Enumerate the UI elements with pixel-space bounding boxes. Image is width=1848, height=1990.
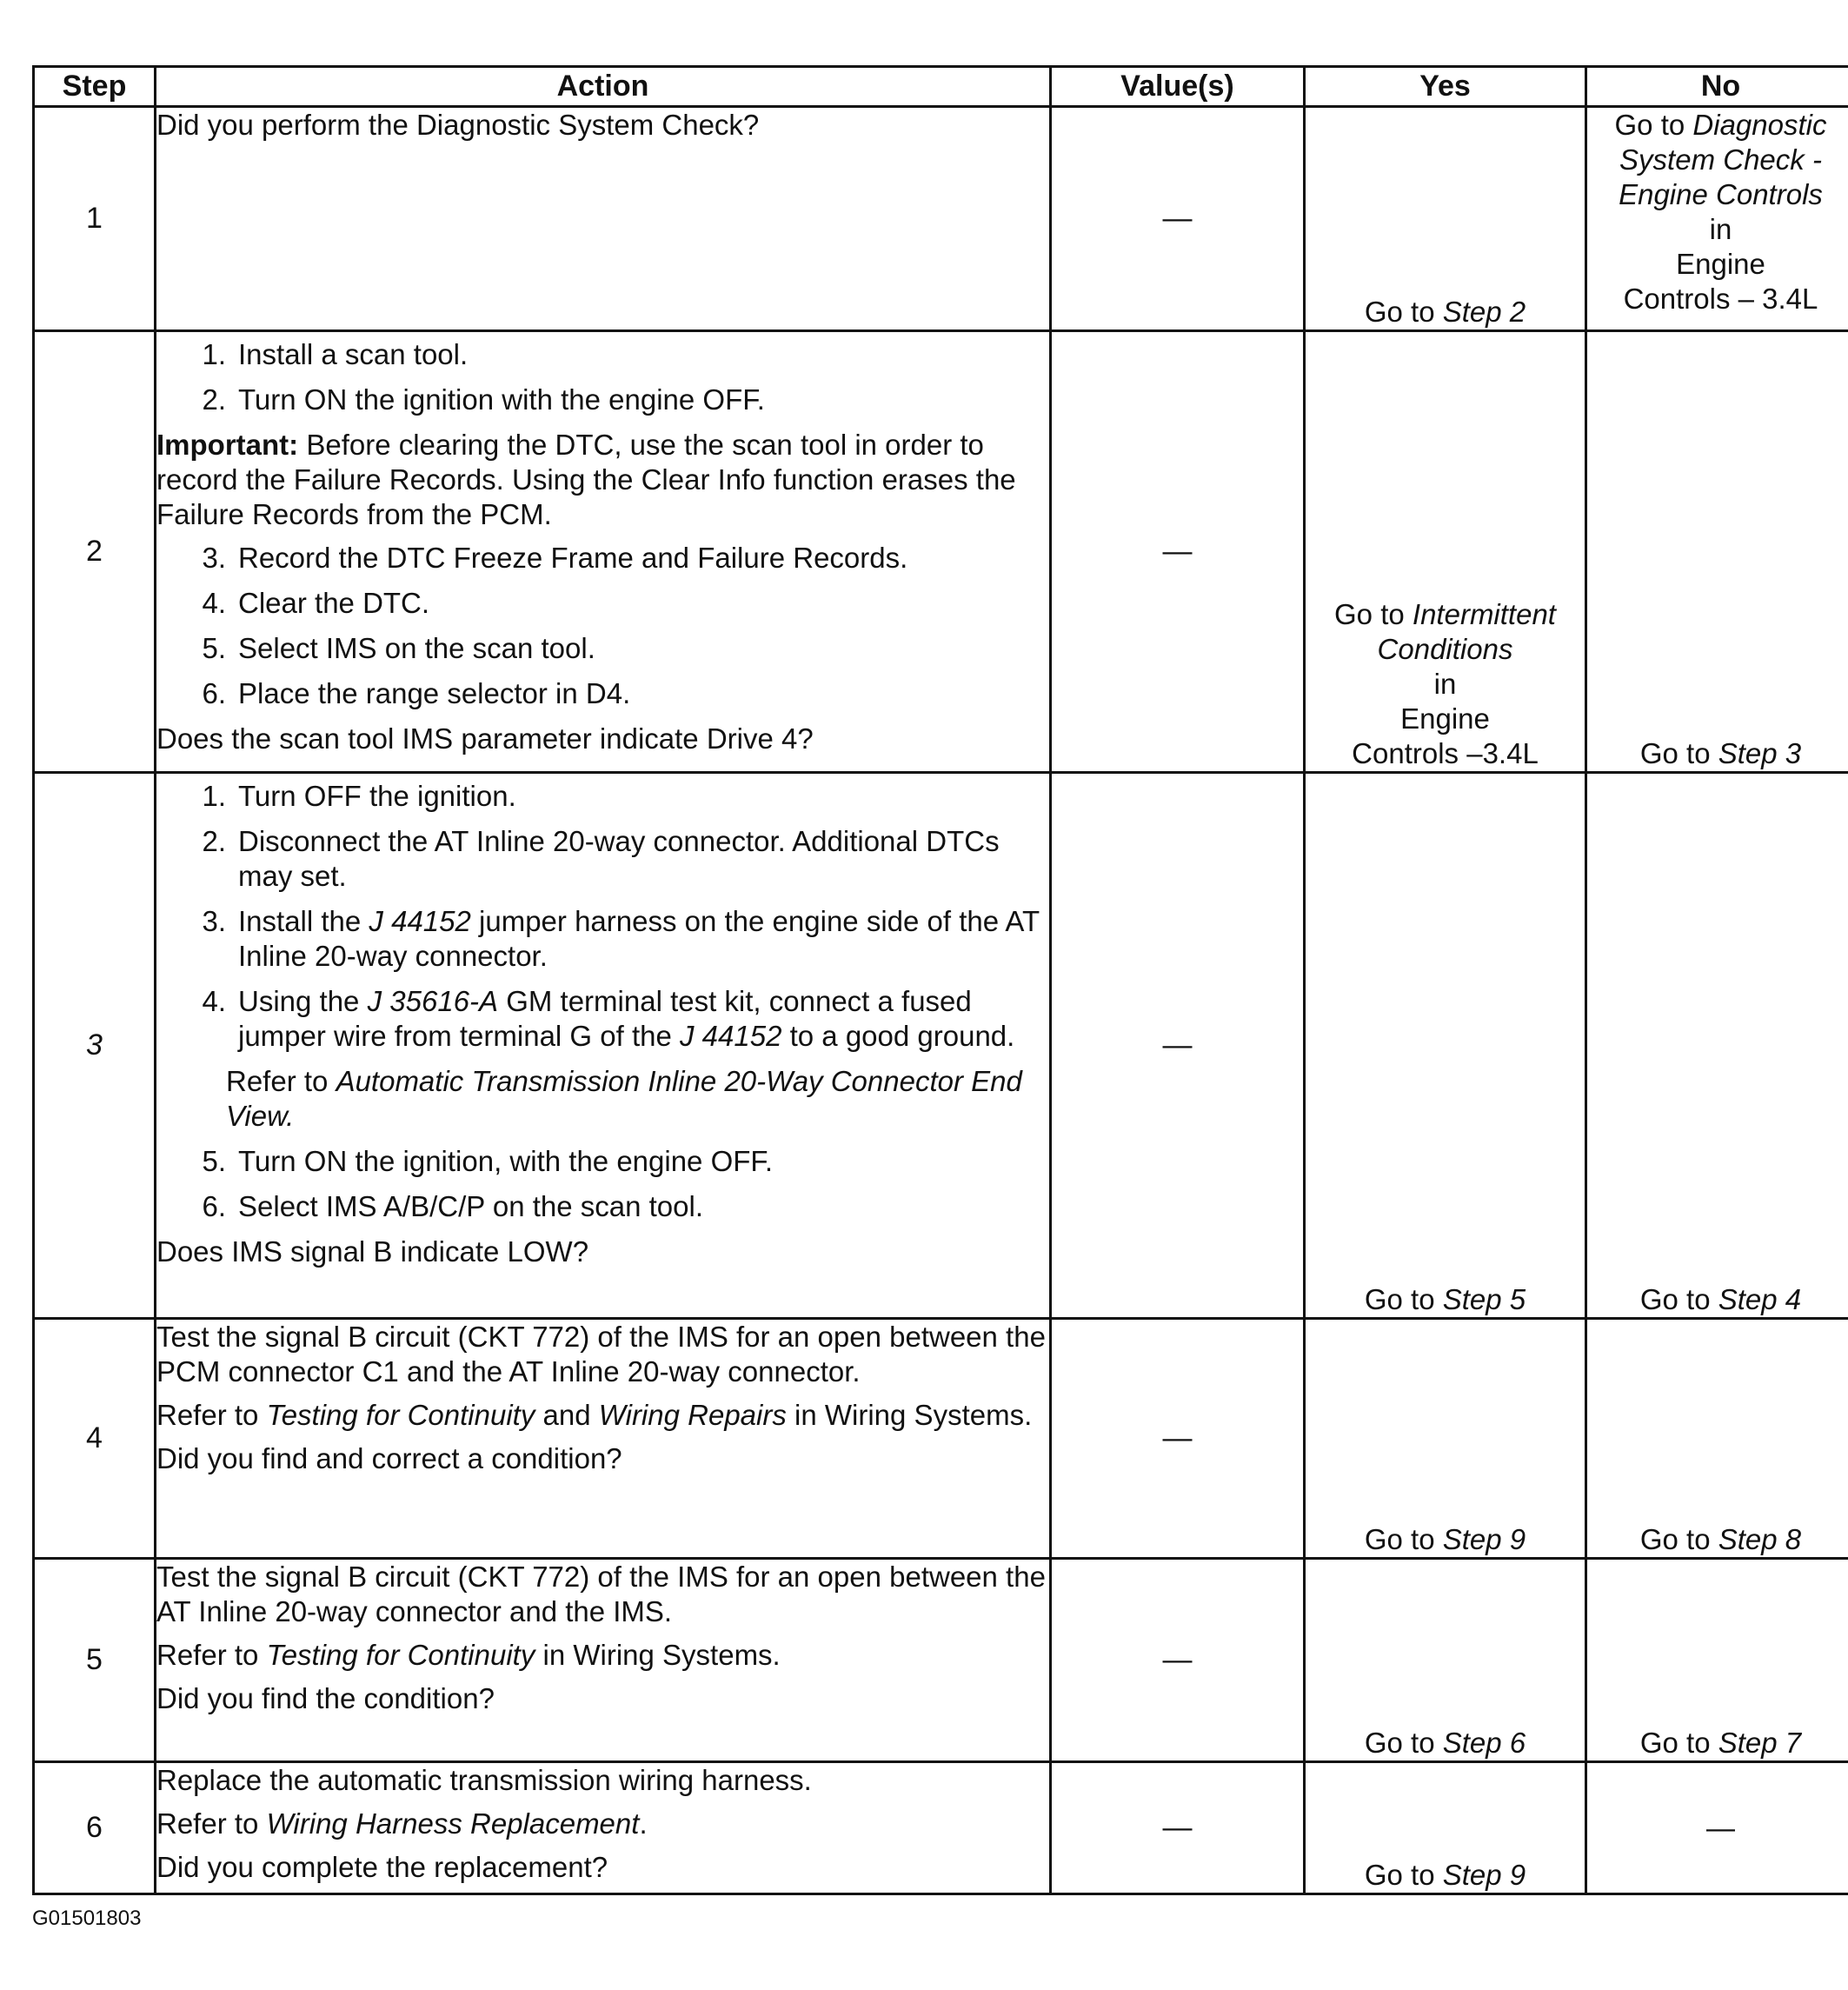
goto-label: Go to <box>1334 598 1405 630</box>
table-row <box>34 1319 1848 1559</box>
no-cell <box>1586 1559 1848 1762</box>
list-item <box>156 1189 1049 1224</box>
item-number: 6. <box>202 1190 226 1222</box>
goto-label: Go to <box>1639 737 1711 769</box>
step-number: 6 <box>34 1762 156 1894</box>
action-cell <box>156 1559 1051 1762</box>
in-word: in <box>1709 213 1732 245</box>
refer-link[interactable]: Testing for Continuity <box>266 1639 535 1671</box>
item-text <box>238 904 1049 974</box>
important-text: Before clearing the DTC, use the scan tool in order to record the Failure Records. Using the Clear Info function erases the Failure Records from the PCM. <box>156 429 1016 530</box>
refer-link[interactable]: Automatic Transmission Inline 20-Way Connector End View. <box>226 1065 1022 1132</box>
item-text <box>238 984 1049 1054</box>
refer-link[interactable]: Wiring Repairs <box>598 1399 787 1431</box>
question-text: Does IMS signal B indicate LOW? <box>156 1235 589 1268</box>
table-row <box>34 773 1848 1319</box>
item-text-part: Using the <box>238 985 368 1017</box>
engine-word: Engine <box>1676 248 1765 280</box>
no-cell <box>1586 331 1848 773</box>
step-number: 5 <box>34 1559 156 1762</box>
refer-text: Refer to <box>226 1065 336 1097</box>
step-link[interactable]: Step 8 <box>1718 1523 1802 1555</box>
tool-link[interactable]: J 35616-A <box>367 985 499 1017</box>
item-text: Turn OFF the ignition. <box>238 780 516 812</box>
header-yes: Yes <box>1305 67 1586 107</box>
value-cell: — <box>1051 331 1305 773</box>
refer-text: Refer to <box>156 1399 267 1431</box>
link-text[interactable]: Engine Controls <box>1619 178 1823 210</box>
link-text[interactable]: Intermittent <box>1412 598 1556 630</box>
yes-cell <box>1305 1762 1586 1894</box>
refer-text: Refer to <box>156 1807 267 1840</box>
diagnostic-table <box>32 65 1848 1895</box>
list-item <box>156 824 1049 894</box>
step-link[interactable]: Step 3 <box>1718 737 1802 769</box>
no-cell: — <box>1586 1762 1848 1894</box>
controls-text: Controls – 3.4L <box>1623 283 1818 315</box>
value-cell: — <box>1051 1762 1305 1894</box>
item-number: 1. <box>202 338 226 370</box>
item-number: 4. <box>202 587 226 619</box>
important-label: Important: <box>156 429 299 461</box>
question-text: Does the scan tool IMS parameter indicate Drive 4? <box>156 722 814 755</box>
step-number: 1 <box>34 107 156 331</box>
list-item <box>156 631 1049 666</box>
item-text: Place the range selector in D4. <box>238 677 631 709</box>
yes-cell <box>1305 107 1586 331</box>
goto-label: Go to <box>1364 1523 1435 1555</box>
tool-link[interactable]: J 44152 <box>369 905 471 937</box>
controls-text: Controls –3.4L <box>1352 737 1539 769</box>
item-text: Turn ON the ignition, with the engine OFF. <box>238 1145 774 1177</box>
step-link[interactable]: Step 6 <box>1442 1727 1526 1759</box>
refer-text: in Wiring Systems. <box>535 1639 781 1671</box>
action-cell <box>156 107 1051 331</box>
item-text: Select IMS on the scan tool. <box>238 632 595 664</box>
goto-label: Go to <box>1639 1727 1711 1759</box>
table-row <box>34 1762 1848 1894</box>
header-action: Action <box>156 67 1051 107</box>
important-note <box>156 428 1049 532</box>
engine-word: Engine <box>1400 702 1490 735</box>
step-number: 4 <box>34 1319 156 1559</box>
goto-label: Go to <box>1614 109 1685 141</box>
item-number: 3. <box>202 542 226 574</box>
in-word: in <box>1433 668 1457 700</box>
list-item <box>156 779 1049 814</box>
item-text-part: to a good ground. <box>781 1020 1015 1052</box>
action-cell <box>156 773 1051 1319</box>
goto-label: Go to <box>1639 1523 1711 1555</box>
step-link[interactable]: Step 5 <box>1442 1283 1526 1315</box>
goto-label: Go to <box>1364 1727 1435 1759</box>
no-cell <box>1586 1319 1848 1559</box>
action-cell <box>156 1319 1051 1559</box>
item-text: Install a scan tool. <box>238 338 469 370</box>
header-no: No <box>1586 67 1848 107</box>
action-cell <box>156 1762 1051 1894</box>
question-text: Did you complete the replacement? <box>156 1851 608 1883</box>
yes-cell <box>1305 773 1586 1319</box>
yes-cell <box>1305 1319 1586 1559</box>
link-text[interactable]: System Check - <box>1619 143 1822 176</box>
item-text: Record the DTC Freeze Frame and Failure Records. <box>238 542 908 574</box>
item-text: Disconnect the AT Inline 20-way connector. Additional DTCs may set. <box>238 825 1000 892</box>
refer-link[interactable]: Testing for Continuity <box>266 1399 535 1431</box>
item-text-part: GM terminal test kit, connect a fused jumper wire from terminal G of the <box>238 985 972 1052</box>
refer-text: in Wiring Systems. <box>786 1399 1033 1431</box>
list-item <box>156 337 1049 372</box>
yes-cell <box>1305 1559 1586 1762</box>
header-values: Value(s) <box>1051 67 1305 107</box>
item-number: 2. <box>202 383 226 416</box>
goto-label: Go to <box>1364 1859 1435 1891</box>
item-number: 5. <box>202 1145 226 1177</box>
item-text: Select IMS A/B/C/P on the scan tool. <box>238 1190 704 1222</box>
refer-text: and <box>535 1399 599 1431</box>
value-cell: — <box>1051 773 1305 1319</box>
step-number: 2 <box>34 331 156 773</box>
list-item <box>156 541 1049 576</box>
goto-label: Go to <box>1364 1283 1435 1315</box>
item-text-part: jumper harness on the engine side of the AT Inline 20-way connector. <box>238 905 1040 972</box>
table-row <box>34 331 1848 773</box>
table-row <box>34 107 1848 331</box>
refer-link[interactable]: Wiring Harness Replacement <box>266 1807 640 1840</box>
refer-text: Refer to <box>156 1639 267 1671</box>
refer-note <box>156 1807 1049 1841</box>
refer-note <box>156 1064 1049 1134</box>
value-cell: — <box>1051 1559 1305 1762</box>
item-number: 1. <box>202 780 226 812</box>
list-item <box>156 1144 1049 1179</box>
item-text: Clear the DTC. <box>238 587 430 619</box>
value-cell: — <box>1051 1319 1305 1559</box>
tool-link[interactable]: J 44152 <box>680 1020 782 1052</box>
list-item <box>156 904 1049 974</box>
value-cell: — <box>1051 107 1305 331</box>
step-link[interactable]: Step 9 <box>1442 1859 1526 1891</box>
question-text: Did you find and correct a condition? <box>156 1442 622 1474</box>
header-step: Step <box>34 67 156 107</box>
item-number: 3. <box>202 905 226 937</box>
step-link[interactable]: Step 4 <box>1718 1283 1802 1315</box>
step-link[interactable]: Step 9 <box>1442 1523 1526 1555</box>
no-cell <box>1586 107 1848 331</box>
yes-cell <box>1305 331 1586 773</box>
link-text[interactable]: Diagnostic <box>1692 109 1827 141</box>
action-cell <box>156 331 1051 773</box>
refer-note <box>156 1638 1049 1673</box>
item-number: 5. <box>202 632 226 664</box>
link-text[interactable]: Conditions <box>1377 633 1513 665</box>
header-row <box>34 67 1848 107</box>
item-text: Turn ON the ignition with the engine OFF. <box>238 383 765 416</box>
action-text: Test the signal B circuit (CKT 772) of the IMS for an open between the AT Inline 20-way connector and the IMS. <box>156 1561 1046 1627</box>
refer-note <box>156 1398 1049 1433</box>
goto-label: Go to <box>1364 296 1435 328</box>
no-cell <box>1586 773 1848 1319</box>
action-text: Test the signal B circuit (CKT 772) of the IMS for an open between the PCM connector C1 and the AT Inline 20-way connector. <box>156 1321 1046 1388</box>
list-item <box>156 676 1049 711</box>
item-number: 4. <box>202 985 226 1017</box>
list-item <box>156 984 1049 1054</box>
list-item <box>156 586 1049 621</box>
item-text-part: Install the <box>238 905 369 937</box>
question-text: Did you find the condition? <box>156 1682 495 1714</box>
step-link[interactable]: Step 7 <box>1718 1727 1802 1759</box>
item-number: 6. <box>202 677 226 709</box>
step-number: 3 <box>34 773 156 1319</box>
table-row <box>34 1559 1848 1762</box>
question-text: Did you perform the Diagnostic System Check? <box>156 109 760 141</box>
refer-text: . <box>639 1807 648 1840</box>
item-number: 2. <box>202 825 226 857</box>
figure-id: G01501803 <box>32 1907 142 1930</box>
goto-label: Go to <box>1639 1283 1711 1315</box>
step-link[interactable]: Step 2 <box>1442 296 1526 328</box>
action-text: Replace the automatic transmission wiring harness. <box>156 1764 812 1796</box>
list-item <box>156 383 1049 417</box>
